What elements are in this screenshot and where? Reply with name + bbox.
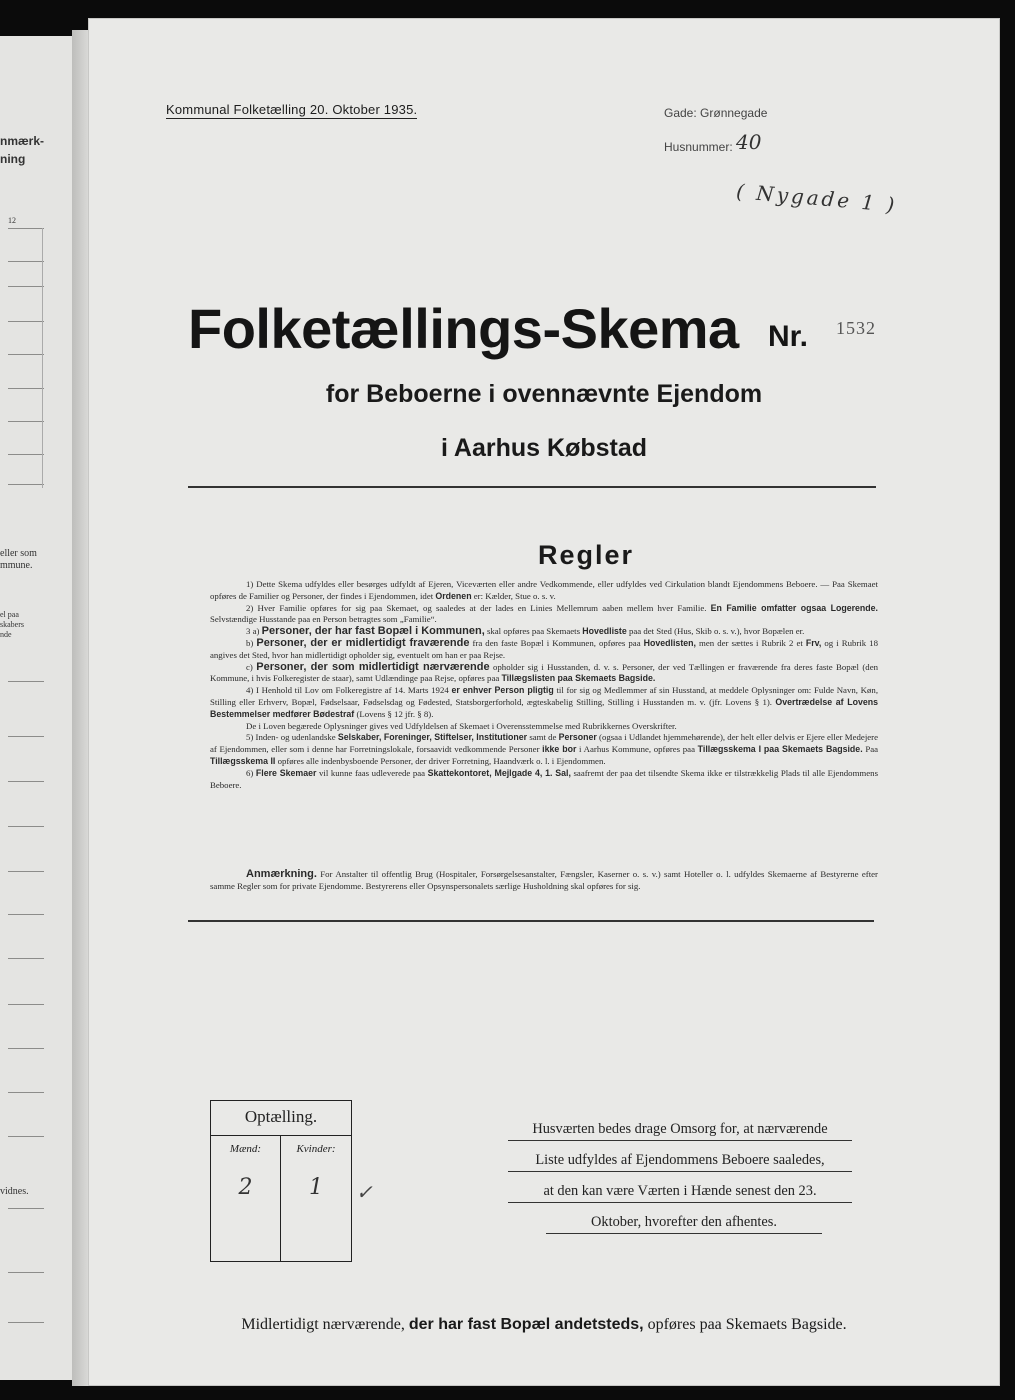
census-form-page xyxy=(88,18,1000,1386)
left-rule xyxy=(8,958,44,959)
remark-body: For Anstalter til offentlig Brug (Hospitaler, Forsørgelsesanstalter, Fængsler, Kaserner o. s. v.) samt Hoteller o. l. udfyldes Skemaerne af Bestyrerne efter samme Regler som for private Ejendomme. Bestyrerens eller Opsynspersonalets særlige Husholdning skal opføres for sig. xyxy=(210,869,878,891)
left-column-rule xyxy=(42,228,43,488)
left-rule xyxy=(8,781,44,782)
rule-3c: c) Personer, der som midlertidigt nærværende opholder sig i Husstanden, d. v. s. Personer, der ved Tællingen er fraværende fra deres faste Bopæl (den Kommune, i hvis Folkeregister de staar), samt Udlændinge paa Rejse, opføres paa Tillægslisten paa Skemaets Bagside. xyxy=(210,660,879,684)
binding-gutter xyxy=(72,30,88,1386)
landlord-line: Liste udfyldes af Ejendommens Beboere saaledes, xyxy=(508,1152,852,1172)
left-fragment: eller som xyxy=(0,548,37,559)
left-fragment: mmune. xyxy=(0,560,33,571)
left-rule xyxy=(8,1208,44,1209)
rules-heading: Regler xyxy=(537,540,635,570)
rule-1: 1) Dette Skema udfyldes eller besørges udfyldt af Ejeren, Viceværten eller andre Vedkommende, eller udfyldes ved Cirkulation blandt Ejendommens Beboere. — Paa Skemaet opføres de Familier og Personer, der findes i Ejendommen, idet Ordenen er: Kælder, Stue o. s. v. xyxy=(210,579,878,601)
tally-men-value: 2 xyxy=(238,1175,253,1200)
rule-2: 2) Hver Familie opføres for sig paa Skemaet, og saaledes at der lades en Linies Mellemrum aaben mellem hver Familie. En Familie omfatter ogsaa Logerende. Selvstændige Husstande paa en Person betragtes som „Familie“. xyxy=(210,602,878,625)
left-rule xyxy=(8,1092,44,1093)
house-number-value: 40 xyxy=(736,130,762,154)
left-rule xyxy=(8,1272,44,1273)
left-fragment: el paa xyxy=(0,610,19,619)
left-rule xyxy=(8,681,44,682)
form-number-value: 1532 xyxy=(836,318,876,338)
street-handwritten-note: ( Nygade 1 ) xyxy=(735,179,899,217)
tally-divider xyxy=(211,1135,351,1136)
left-rule xyxy=(8,871,44,872)
landlord-line: Oktober, hvorefter den afhentes. xyxy=(546,1214,822,1234)
left-rule xyxy=(8,454,44,455)
street-label: Gade: xyxy=(664,106,697,120)
check-mark: ✓ xyxy=(356,1180,373,1204)
left-rule xyxy=(8,354,44,355)
census-name: Kommunal Folketælling 20. Oktober 1935. xyxy=(166,102,418,117)
rule-5: 5) Inden- og udenlandske Selskaber, Foreninger, Stiftelser, Institutioner samt de Personer (ogsaa i Udlandet hjemmehørende), der helt eller delvis er Ejere eller Medejere af Ejendommen, eller som i denne har Forretningslokale, forsaavidt vedkommende Personer ikke bor i Aarhus Kommune, opføres paa Tillægsskema I paa Skemaets Bagside. Paa Tillægsskema II opføres alle indenbysboende Personer, der driver Forretning, Haandværk o. l. i Ejendommen. xyxy=(210,732,879,766)
street-value: Grønnegade xyxy=(700,106,768,120)
rules-text xyxy=(210,579,878,791)
form-title: Folketællings-Skema xyxy=(188,297,739,360)
left-rule xyxy=(8,914,44,915)
left-fragment: skabers xyxy=(0,620,24,629)
left-fragment: 12 xyxy=(8,216,16,225)
rule-3a: 3 a) Personer, der har fast Bopæl i Kommunen, skal opføres paa Skemaets Hovedliste paa det Sted (Hus, Skib o. s. v.), hvor Bopælen er. xyxy=(246,625,805,638)
footer-note: Midlertidigt nærværende, der har fast Bopæl andetsteds, opføres paa Skemaets Bagside. xyxy=(241,1316,847,1333)
left-facing-page xyxy=(0,36,73,1380)
divider-line xyxy=(188,486,876,488)
rule-3b: b) Personer, der er midlertidigt fraværende fra den faste Bopæl i Kommunen, opføres paa Hovedlisten, men der sættes i Rubrik 2 et Frv, og i Rubrik 18 angives det Sted, hvor han midlertidigt opholder sig, eventuelt om han er paa Rejse. xyxy=(210,636,878,660)
left-rule xyxy=(8,228,44,229)
left-fragment: nmærk- xyxy=(0,134,45,148)
landlord-line: Husværten bedes drage Omsorg for, at nærværende xyxy=(508,1121,852,1141)
tally-title: Optælling. xyxy=(244,1107,318,1126)
left-rule xyxy=(8,421,44,422)
left-rule xyxy=(8,736,44,737)
landlord-instructions xyxy=(508,1121,852,1245)
left-fragment: vidnes. xyxy=(0,1186,29,1197)
tally-women-label: Kvinder: xyxy=(296,1143,336,1155)
left-rule xyxy=(8,1004,44,1005)
left-rule xyxy=(8,484,44,485)
rule-4: 4) I Henhold til Lov om Folkeregistre af 14. Marts 1924 er enhver Person pligtig til for sig og Medlemmer af sin Husstand, at meddele Oplysninger om: Fulde Navn, Køn, Stilling eller Erhverv, Bopæl, Fødselsaar, Fødselsdag og Fødested, Statsborgerforhold, ægteskabelig Stilling, Stilling i Husstanden m. v. (jfr. Lovens § 1). Overtrædelse af Lovens Bestemmelser medfører Bødestraf (Lovens § 12 jfr. § 8). xyxy=(210,685,879,719)
left-rule xyxy=(8,826,44,827)
left-rule xyxy=(8,286,44,287)
street-field xyxy=(664,106,767,120)
form-subtitle-city: i Aarhus Købstad xyxy=(440,434,648,462)
left-rule xyxy=(8,388,44,389)
left-rule xyxy=(8,1048,44,1049)
left-fragment: nde xyxy=(0,630,12,639)
form-subtitle: for Beboerne i ovennævnte Ejendom xyxy=(325,380,763,408)
landlord-line: at den kan være Værten i Hænde senest den 23. xyxy=(508,1183,852,1203)
rule-4-note: De i Loven begærede Oplysninger gives ved Udfyldelsen af Skemaet i Overensstemmelse med Rubrikkernes Overskrifter. xyxy=(246,720,677,731)
remark-label: Anmærkning. xyxy=(246,868,317,880)
divider-line xyxy=(188,920,874,922)
tally-men-label: Mænd: xyxy=(229,1143,262,1155)
remark-text xyxy=(210,869,878,893)
left-rule xyxy=(8,1136,44,1137)
tally-women-value: 1 xyxy=(309,1175,323,1200)
form-number-label: Nr. xyxy=(768,320,809,353)
left-rule xyxy=(8,321,44,322)
rule-6: 6) Flere Skemaer vil kunne faas udleverede paa Skattekontoret, Mejlgade 4, 1. Sal, saafremt der paa det tilsendte Skema ikke er tilstrækkelig Plads til alle Ejendommens Beboere. xyxy=(210,767,878,790)
left-rule xyxy=(8,1322,44,1323)
left-fragment: ning xyxy=(0,152,26,166)
house-number-label: Husnummer: xyxy=(664,140,733,154)
tally-box xyxy=(210,1100,352,1262)
left-rule xyxy=(8,261,44,262)
